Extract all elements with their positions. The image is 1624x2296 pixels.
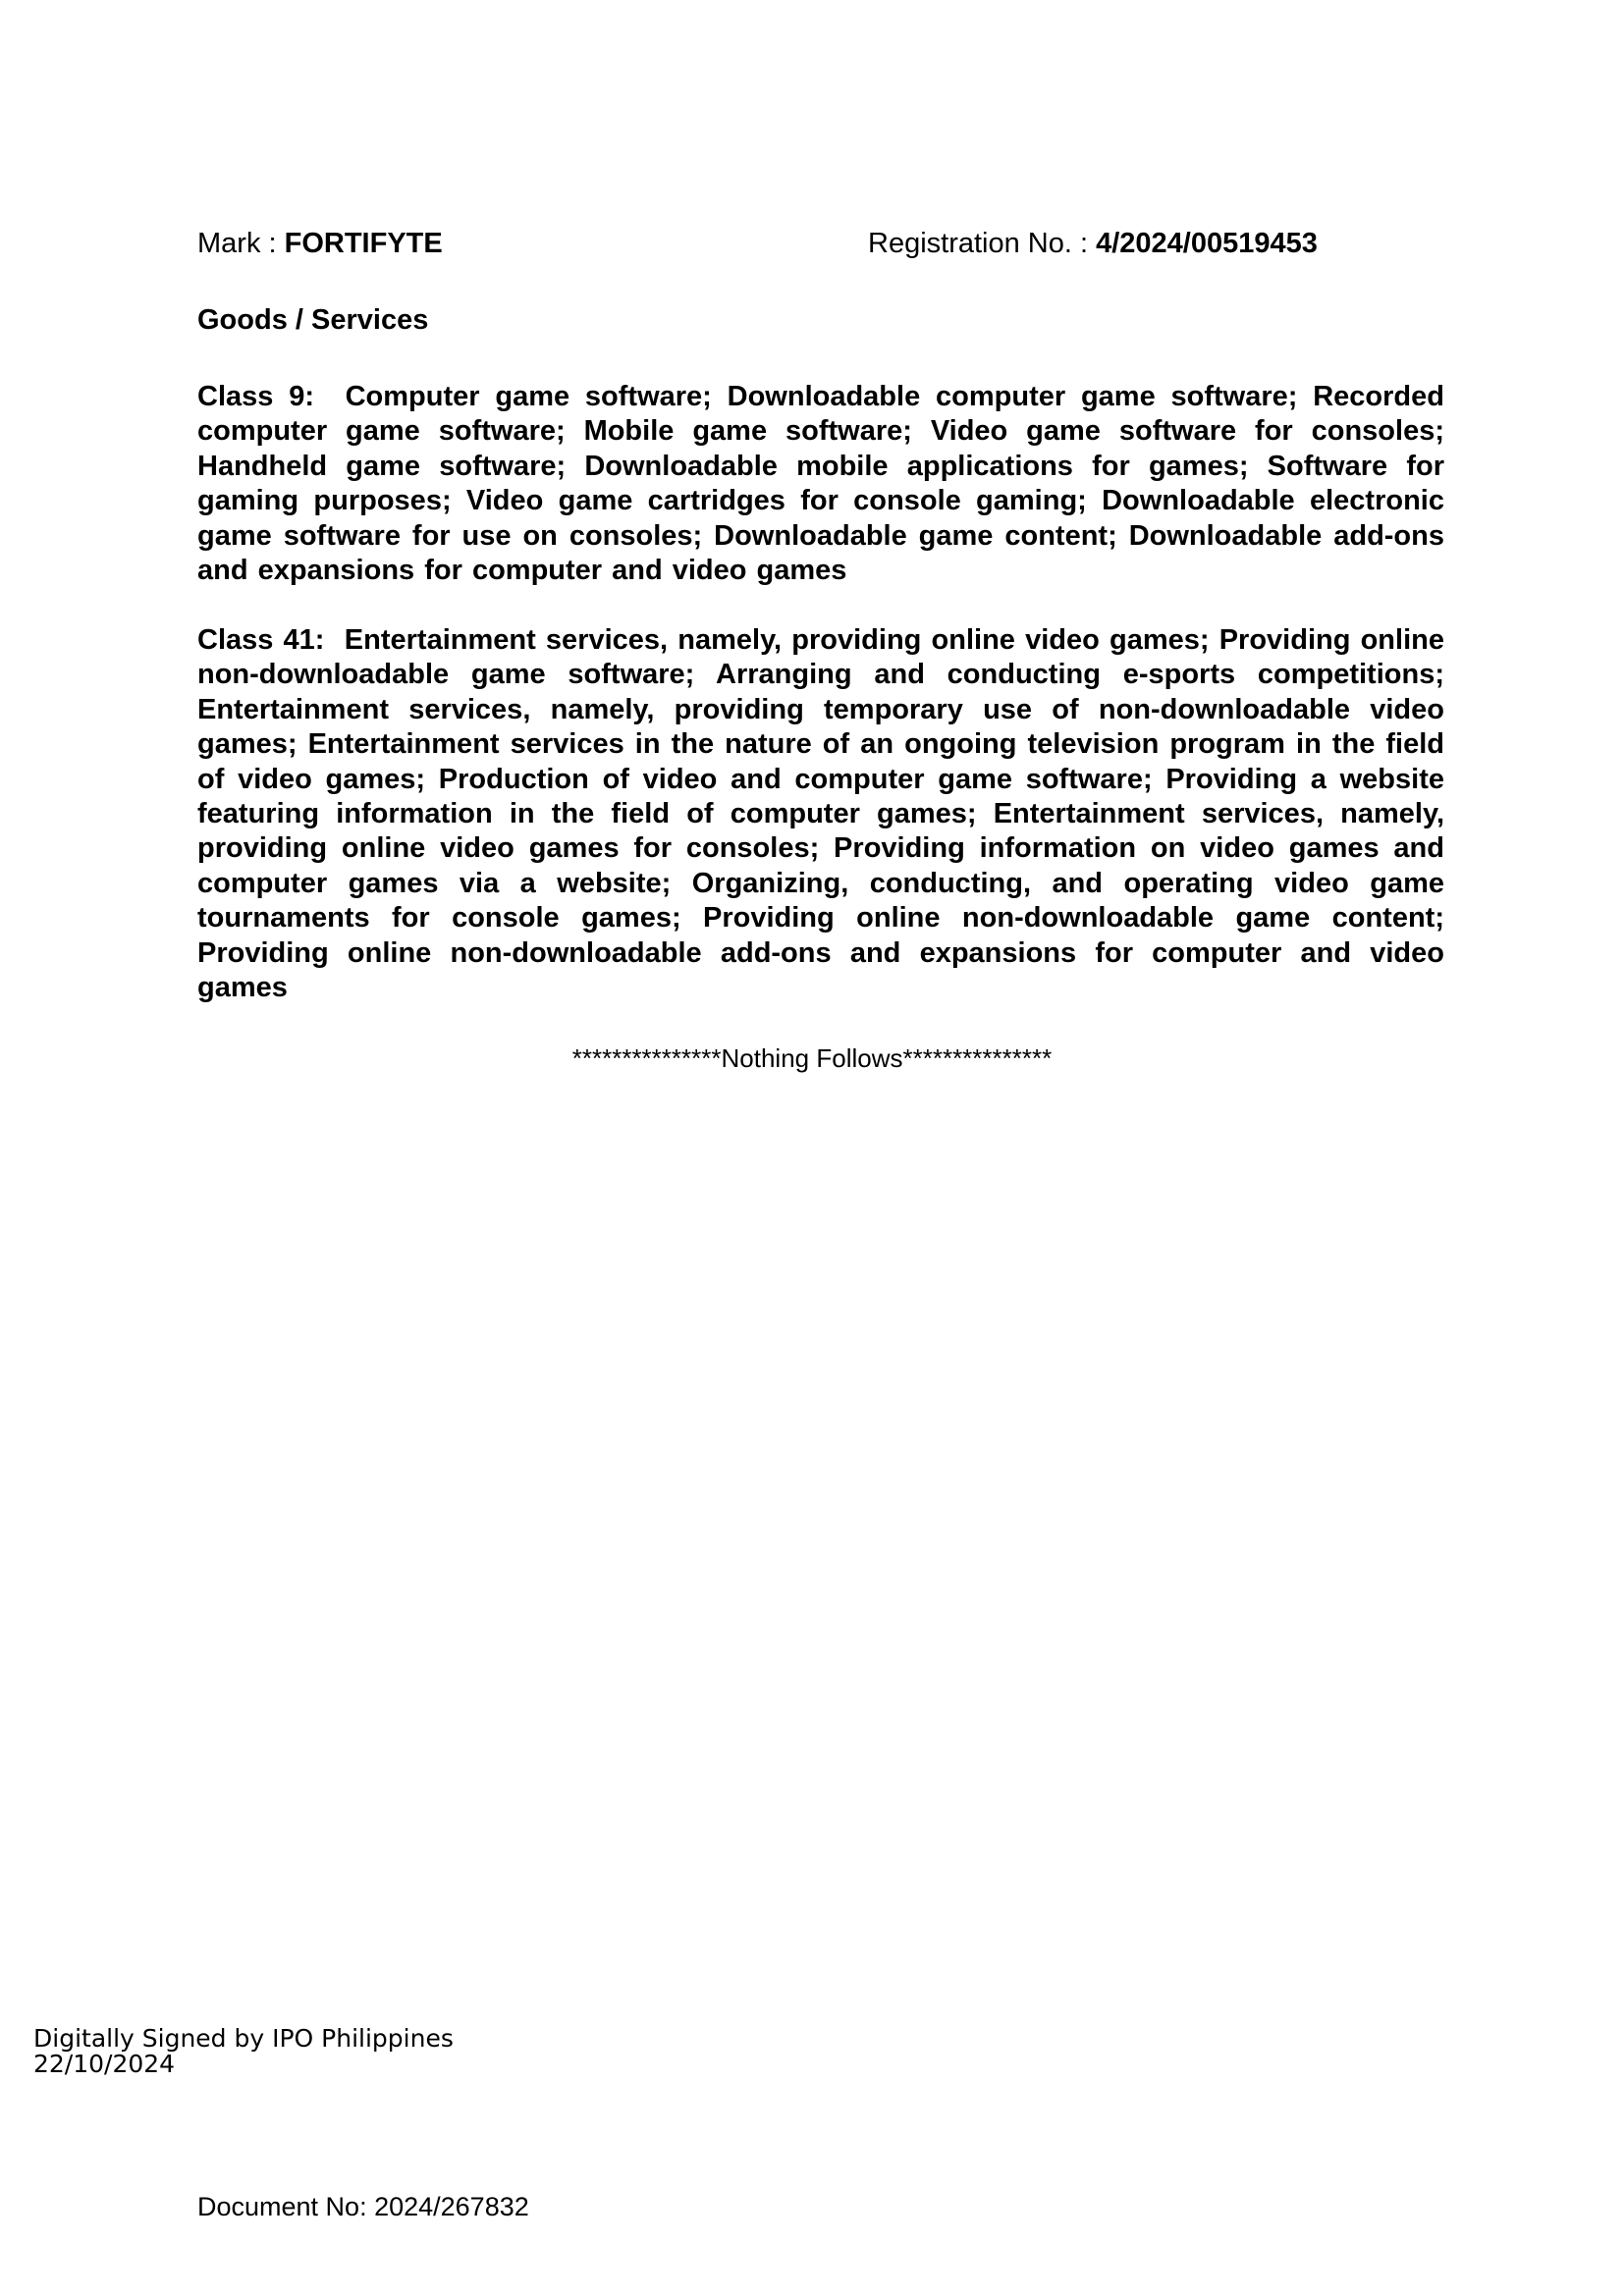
registration-label: Registration No. : [868,228,1097,259]
section-heading: Goods / Services [197,304,429,336]
header-row [197,226,1444,265]
class-41-label: Class 41: [197,624,325,656]
document-number: Document No: 2024/267832 [197,2192,529,2221]
registration-value: 4/2024/00519453 [1096,228,1318,259]
digital-signature [33,2026,454,2077]
signature-line-1: Digitally Signed by IPO Philippines [33,2024,454,2053]
class-9-label: Class 9: [197,381,314,412]
mark-field [197,226,443,261]
mark-value: FORTIFYTE [284,228,443,259]
registration-field [868,226,1318,261]
class-9-block [197,380,1444,588]
nothing-follows: ***************Nothing Follows*************** [571,1043,1053,1073]
mark-label: Mark : [197,228,285,259]
signature-date: 22/10/2024 [33,2050,176,2078]
class-41-block [197,623,1444,1005]
class-41-text: Entertainment services, namely, providing online video games; Providing online non-downloadable game software; Arranging and conducting e-sports competitions; Entertainment services, namely, providing temporary use of non-downloadable video games; Entertainment services in the nature of an ongoing television program in the field of video games; Production of video and computer game software; Providing a website featuring information in the field of computer games; Entertainment services, namely, providing online video games for consoles; Providing information on video games and computer games via a website; Organizing, conducting, and operating video game tournaments for console games; Providing online non-downloadable game content; Providing online non-downloadable add-ons and expansions for computer and video games [197,624,1444,1004]
class-9-text: Computer game software; Downloadable computer game software; Recorded computer game software; Mobile game software; Video game software for consoles; Handheld game software; Downloadable mobile applications for games; Software for gaming purposes; Video game cartridges for console gaming; Downloadable electronic game software for use on consoles; Downloadable game content; Downloadable add-ons and expansions for computer and video games [197,381,1444,587]
